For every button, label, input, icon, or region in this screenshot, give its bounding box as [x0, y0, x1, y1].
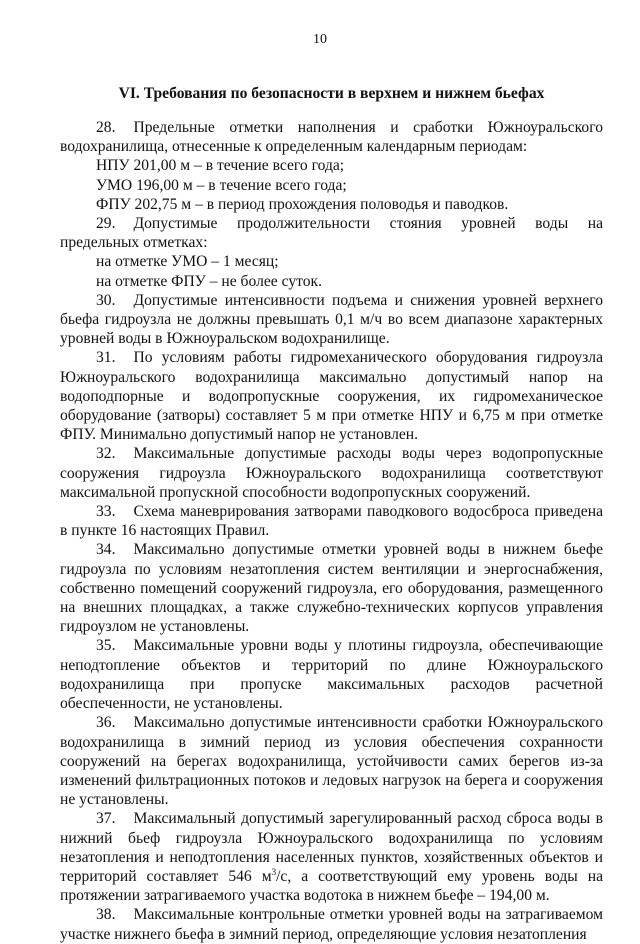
paragraph-number: 34. — [96, 541, 116, 559]
paragraph-text: Допустимые интенсивности подъема и снижения уровней верхнего бьефа гидроузла не должны превышать 0,1 м/ч во всем диапазоне характерных уровней воды в Южноуральском водохранилище. — [60, 291, 603, 348]
paragraph-text: /с, а соответствующий ему уровень воды на протяжении затрагиваемого участка водотока в нижнем бьефе – 194,00 м. — [60, 867, 604, 905]
list-item-umo-duration — [60, 252, 603, 271]
paragraph-35 — [60, 636, 603, 713]
list-item-umo — [60, 176, 603, 195]
paragraph-number: 31. — [96, 349, 116, 367]
paragraph-text: Максимальные допустимые расходы воды через водопропускные сооружения гидроузла Южноуральского водохранилища соответствуют максимальной пропускной способности водопропускных сооружений. — [60, 445, 603, 501]
paragraph-text: НПУ 201,00 м – в течение всего года; — [96, 157, 345, 175]
paragraph-38 — [60, 905, 603, 943]
paragraph-text: Максимально допустимые интенсивности сработки Южноуральского водохранилища в зимний период из условия обеспечения сохранности сооружений на берегах водохранилища, устойчивости самих берегов из-за изменений фильтрационных потоков и ледовых нагрузок на берега и сооружения не установлены. — [60, 714, 603, 809]
paragraph-text: Схема маневрирования затворами паводкового водосброса приведена в пункте 16 настоящих Правил. — [60, 503, 603, 540]
paragraph-number: 28. — [96, 119, 116, 136]
paragraph-number: 32. — [96, 445, 116, 463]
paragraph-number: 35. — [96, 637, 116, 655]
paragraph-text: на отметке ФПУ – не более суток. — [96, 272, 323, 290]
paragraph-text: УМО 196,00 м – в течение всего года; — [96, 176, 347, 194]
paragraph-text: По условиям работы гидромеханического оборудования гидроузла Южноуральского водохранилища максимально допустимый напор на водоподпорные и водопропускные сооружения, их гидромеханическое оборудование (затворы) составляет 5 м при отметке НПУ и 6,75 м при отметке ФПУ. Минимально допустимый напор не установлен. — [60, 349, 603, 444]
superscript: 3 — [271, 866, 277, 877]
paragraph-text: ФПУ 202,75 м – в период прохождения половодья и паводков. — [96, 195, 509, 213]
list-item-fpu-duration — [60, 272, 603, 291]
paragraph-36 — [60, 713, 603, 809]
paragraph-29 — [60, 214, 603, 252]
paragraph-30 — [60, 291, 603, 349]
paragraph-number: 29. — [96, 215, 116, 233]
paragraph-number: 38. — [96, 906, 116, 924]
paragraph-28 — [60, 118, 603, 156]
list-item-fpu — [60, 195, 603, 214]
paragraph-34 — [60, 540, 603, 636]
paragraph-33 — [60, 502, 603, 540]
paragraph-31 — [60, 348, 603, 444]
paragraph-number: 30. — [96, 291, 116, 309]
document-body — [60, 118, 603, 944]
list-item-npu — [60, 156, 603, 175]
paragraph-number: 36. — [96, 714, 116, 732]
paragraph-text: Предельные отметки наполнения и сработки Южноуральского водохранилища, отнесенные к определенным календарным периодам: — [60, 119, 603, 156]
paragraph-text: Максимальные контрольные отметки уровней воды на затрагиваемом участке нижнего бьефа в зимний период, определяющие условия незатопления — [60, 906, 603, 943]
paragraph-text: Максимальные уровни воды у плотины гидроузла, обеспечивающие неподтопление объектов и территорий по длине Южноуральского водохранилища при пропуске максимальных расходов расчетной обеспеченности, не установлены. — [60, 637, 603, 713]
page-number: 10 — [313, 32, 327, 47]
paragraph-text: на отметке УМО – 1 месяц; — [96, 253, 279, 271]
section-title: VI. Требования по безопасности в верхнем и нижнем бьефах — [118, 85, 545, 102]
paragraph-32 — [60, 444, 603, 502]
paragraph-number: 33. — [96, 503, 116, 521]
paragraph-text: Максимально допустимые отметки уровней воды в нижнем бьефе гидроузла по условиям незатопления систем вентиляции и энергоснабжения, собственно помещений сооружений гидроузла, его оборудования, размещенного на внешних площадках, а также служебно-технических корпусов управления гидроузлом не установлены. — [60, 541, 603, 636]
paragraph-text: Максимальный допустимый зарегулированный расход сброса воды в нижний бьеф гидроузла Южноуральского водохранилища по условиям незатопления и неподтопления населенных пунктов, хозяйственных объектов и территорий составляет 546 м — [60, 810, 603, 885]
paragraph-37 — [60, 809, 603, 905]
paragraph-text: Допустимые продолжительности стояния уровней воды на предельных отметках: — [60, 215, 603, 252]
paragraph-number: 37. — [96, 810, 116, 828]
